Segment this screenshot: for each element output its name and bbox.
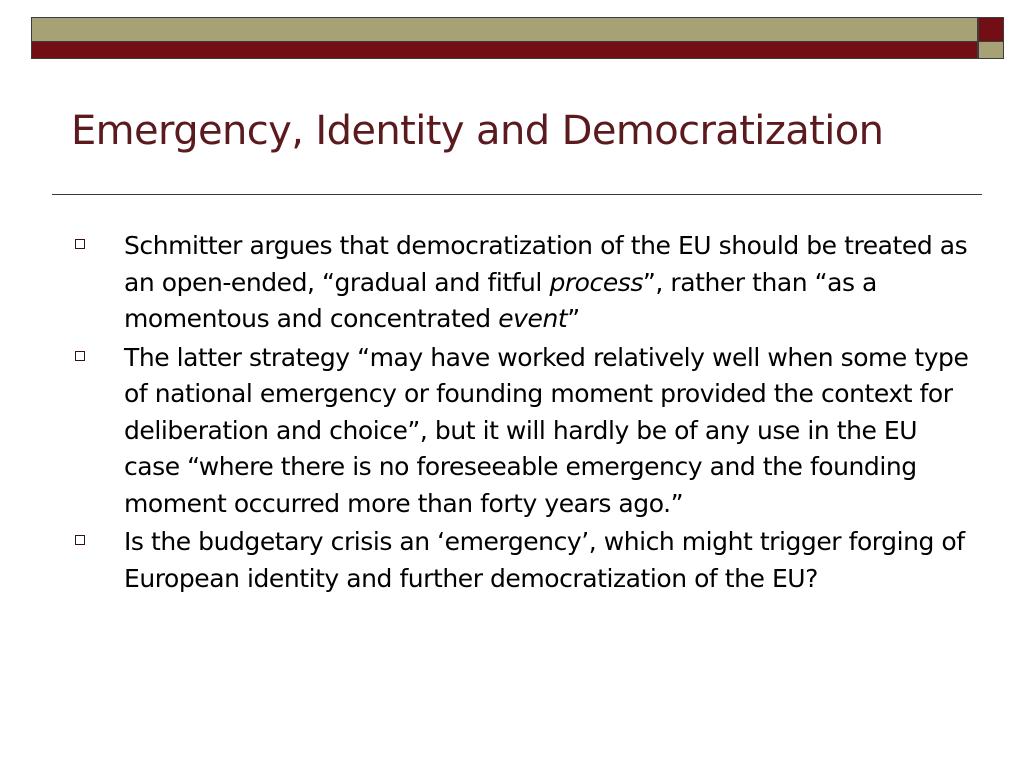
- header-band-olive: [31, 17, 978, 42]
- square-bullet-icon: [75, 239, 85, 249]
- slide-title: Emergency, Identity and Democratization: [71, 108, 884, 154]
- square-bullet-icon: [75, 351, 85, 361]
- bullet-text-segment: The latter strategy “may have worked relatively well when some type of national emergency or founding moment provided the context for deliberation and choice”, but it will hardly be of any use in the EU case “where there is no foreseeable emergency and the founding moment occurred more than forty years ago.”: [124, 342, 969, 518]
- header-square-olive: [978, 41, 1004, 59]
- bullet-text-emphasis: process: [549, 267, 643, 297]
- square-bullet-icon: [75, 535, 85, 545]
- bullet-text-segment: ”: [567, 304, 580, 333]
- bullet-text-emphasis: event: [498, 304, 568, 333]
- header-square-maroon: [978, 17, 1004, 42]
- bullet-text: [124, 228, 972, 338]
- bullet-text-segment: ”, rather than “as a momentous and concentrated: [124, 267, 877, 333]
- title-divider: [52, 194, 982, 195]
- bullet-text-segment: Schmitter argues that democratization of the EU should be treated as an open-ended, “gradual and fitful: [124, 231, 968, 297]
- bullet-text-segment: Is the budgetary crisis an ‘emergency’, which might trigger forging of European identity and further democratization of the EU?: [124, 527, 965, 593]
- header-band-maroon: [31, 41, 978, 59]
- bullet-item: [72, 524, 972, 597]
- bullet-list: [72, 228, 972, 599]
- bullet-item: [72, 340, 972, 523]
- bullet-text: [124, 340, 972, 523]
- bullet-text: [124, 524, 972, 597]
- bullet-item: [72, 228, 972, 338]
